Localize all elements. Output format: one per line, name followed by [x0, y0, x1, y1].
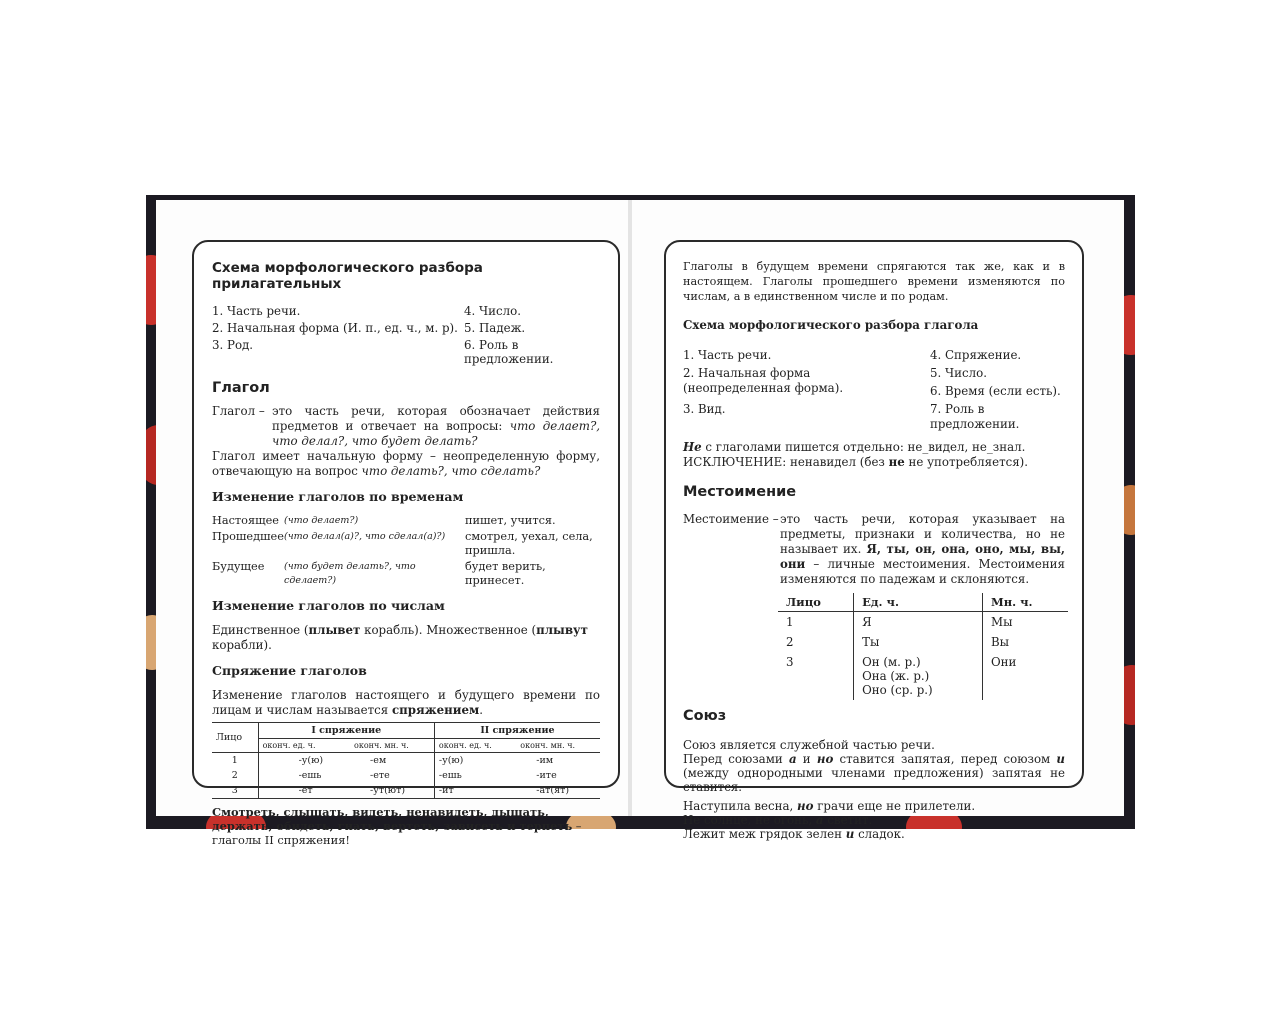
table-cell: Вы — [982, 632, 1068, 652]
number-text — [212, 623, 600, 653]
table-row — [778, 632, 1068, 652]
table-row — [212, 783, 600, 799]
list-item: 1. Часть речи. — [683, 348, 772, 362]
text-part: светит. — [823, 813, 873, 827]
table-cell: -ешь — [434, 768, 516, 783]
text-bold: Смотреть, слышать, видеть, ненавидеть, дышать, держать, обидеть, гнать, вертеть, зависеть и терпеть — [212, 805, 573, 833]
text-part: и — [796, 752, 817, 766]
tense-heading: Изменение глаголов по временам — [212, 489, 464, 504]
table-cell: -им — [536, 755, 554, 766]
text-part: ИСКЛЮЧЕНИЕ: — [683, 455, 787, 469]
term-label: Местоимение – — [683, 512, 779, 526]
text-bold: плывут — [536, 623, 588, 637]
list-item: 2. Начальная форма (неопределенная форма). — [683, 366, 844, 395]
text-bold: не — [888, 455, 905, 469]
table-cell: 2 — [786, 635, 794, 649]
table-subheader: оконч. мн. ч. — [350, 739, 434, 753]
table-cell: Я — [854, 612, 983, 633]
table-cell: -ет — [258, 783, 350, 799]
ne-rule — [683, 440, 1065, 455]
definition-part: это часть речи, которая обозначает действия предметов и отвечает на вопросы: — [272, 404, 600, 433]
text-part: Изменение глаголов настоящего и будущего времени по лицам и числам называется — [212, 688, 600, 717]
verb-scheme-title: Схема морфологического разбора глагола — [683, 318, 979, 332]
table-cell: 1 — [231, 755, 238, 766]
list-item: 1. Часть речи. — [212, 304, 301, 318]
text-part: Перед союзами — [683, 752, 789, 766]
table-cell: -ит — [434, 783, 516, 799]
tense-question: (что делает?) — [284, 515, 359, 526]
future-tense-text: Глаголы в будущем времени спрягаются так же, как и в настоящем. Глаголы прошедшего времени изменяются по числам, а в единственном числе и по родам. — [683, 260, 1065, 303]
tense-list — [212, 514, 600, 588]
tense-example: будет верить, принесет. — [465, 560, 546, 587]
table-cell: -ат(ят) — [536, 785, 570, 796]
text-bold: плывет — [308, 623, 361, 637]
text-bold: и — [845, 827, 855, 841]
text-bold: и — [1056, 752, 1065, 766]
list-item: 6. Время (если есть). — [930, 384, 1061, 398]
text-bold: спряжением — [391, 703, 480, 717]
text-bold: но — [797, 799, 814, 813]
tense-name: Будущее — [212, 560, 265, 573]
text-part: с глаголами пишется отдельно: не_видел, не_знал. — [701, 440, 1026, 454]
text-bold: а — [815, 813, 824, 827]
text-part: ненавидел (без — [786, 455, 889, 469]
verb-scheme-list — [683, 348, 1065, 432]
text-part: Наступила весна, — [683, 799, 798, 813]
text-part: Единственное ( — [212, 623, 309, 637]
pronoun-heading: Местоимение — [683, 484, 797, 500]
text-part: Глагол имеет начальную форму – неопределенную форму, отвечающую на вопрос — [212, 449, 600, 478]
definition-bold: Я, ты, он, она, оно, мы, вы, они — [780, 542, 1066, 571]
table-cell: 3 — [231, 785, 238, 796]
table-cell: 2 — [231, 770, 238, 781]
conj-text — [212, 688, 600, 718]
union-text-2 — [683, 752, 1065, 794]
tense-question: (что будет делать?, что сделает?) — [284, 561, 416, 586]
right-page-card — [664, 240, 1084, 841]
cell-line: Он (м. р.) — [862, 655, 921, 669]
conjugation-table — [212, 722, 600, 799]
table-cell: -ешь — [258, 768, 350, 783]
table-header-person: Лицо — [778, 593, 854, 612]
union-example-3 — [683, 827, 1065, 841]
list-item: 3. Род. — [212, 338, 254, 352]
definition-part: это часть речи, которая указывает на предметы, признаки и количества, но не называет их. — [780, 512, 1065, 556]
tense-example: смотрел, уехал, села, пришла. — [465, 530, 593, 557]
definition-part: – личные местоимения. Местоимения изменяются по падежам и склоняются. — [780, 557, 1065, 586]
list-item: 3. Вид. — [683, 402, 726, 416]
table-subheader: оконч. ед. ч. — [434, 739, 516, 753]
table-subheader: оконч. ед. ч. — [258, 739, 350, 753]
verb-heading: Глагол — [212, 380, 270, 396]
table-row — [778, 612, 1068, 633]
table-row — [778, 652, 1068, 700]
text-part: сладок. — [854, 827, 905, 841]
cell-line: Она (ж. р.) — [862, 669, 930, 683]
definition-text — [780, 512, 1065, 587]
list-item: 6. Роль в предложении. — [464, 338, 554, 366]
definition-text — [272, 404, 600, 449]
table-cell: -ете — [370, 770, 390, 781]
tense-name: Прошедшее — [212, 530, 284, 543]
verb-initial-form — [212, 449, 600, 479]
table-header-ii: II спряжение — [434, 723, 600, 739]
left-page-card — [192, 240, 620, 847]
tense-name: Настоящее — [212, 514, 279, 527]
text-part: Лежит меж грядок зелен — [683, 827, 846, 841]
text-part: корабли). — [212, 638, 272, 652]
text-part: (между однородными членами предложения) запятая не ставится. — [683, 766, 1065, 794]
table-subheader: оконч. мн. ч. — [516, 739, 600, 753]
number-heading: Изменение глаголов по числам — [212, 598, 445, 613]
list-item: 4. Спряжение. — [930, 348, 1022, 362]
table-row — [212, 753, 600, 769]
union-example-2 — [683, 813, 1065, 827]
union-heading: Союз — [683, 708, 727, 724]
text-part: грачи еще не прилетели. — [813, 799, 976, 813]
table-cell — [854, 652, 983, 700]
text-bold: Не — [683, 440, 702, 454]
table-cell: Ты — [854, 632, 983, 652]
text-part: корабль). Множественное ( — [360, 623, 537, 637]
table-cell: Они — [982, 652, 1068, 700]
tense-example: пишет, учится. — [465, 514, 556, 527]
term-label: Глагол – — [212, 404, 265, 418]
definition-questions: что делает?, что делал?, что будет делать? — [272, 419, 601, 448]
text-part: Не солнце, не огонь, — [683, 813, 816, 827]
pronoun-definition — [683, 512, 1065, 587]
adj-scheme-list — [212, 304, 600, 366]
ne-exception — [683, 455, 1065, 470]
text-part: не употребляется). — [904, 455, 1029, 469]
table-header-i: I спряжение — [258, 723, 434, 739]
tense-question: (что делал(а)?, что сделал(а)?) — [284, 531, 446, 542]
text-part: . — [479, 703, 484, 717]
table-cell: 3 — [786, 655, 794, 669]
text-part: – глаголы II спряжения! — [212, 819, 582, 847]
book-gutter — [628, 200, 632, 816]
list-item: 5. Падеж. — [464, 321, 526, 335]
list-item: 7. Роль в предложении. — [930, 402, 1020, 431]
adj-scheme-title: Схема морфологического разбора прилагательных — [212, 260, 483, 292]
table-cell: -у(ю) — [258, 753, 350, 769]
table-cell: Мы — [982, 612, 1068, 633]
table-cell: -ут(ют) — [370, 785, 406, 796]
verb-definition — [212, 404, 600, 449]
table-cell: -ем — [370, 755, 387, 766]
list-item: 5. Число. — [930, 366, 987, 380]
list-item: 2. Начальная форма (И. п., ед. ч., м. р). — [212, 321, 458, 335]
conj-exception — [212, 805, 600, 847]
table-header-person: Лицо — [212, 723, 258, 753]
list-item: 4. Число. — [464, 304, 521, 318]
table-row — [212, 768, 600, 783]
table-cell: -ите — [536, 770, 557, 781]
table-cell: 1 — [786, 615, 794, 629]
table-header-pl: Мн. ч. — [982, 593, 1068, 612]
text-bold: но — [816, 752, 834, 766]
pronoun-table — [778, 593, 1068, 700]
conj-heading: Спряжение глаголов — [212, 663, 367, 678]
table-cell: -у(ю) — [434, 753, 516, 769]
cell-line: Оно (ср. р.) — [862, 683, 933, 697]
text-questions: что делать?, что сделать? — [361, 464, 541, 478]
union-text-1: Союз является служебной частью речи. — [683, 738, 935, 752]
table-header-sg: Ед. ч. — [854, 593, 983, 612]
text-bold: а — [788, 752, 797, 766]
union-example-1 — [683, 799, 1065, 813]
text-part: ставится запятая, перед союзом — [833, 752, 1057, 766]
